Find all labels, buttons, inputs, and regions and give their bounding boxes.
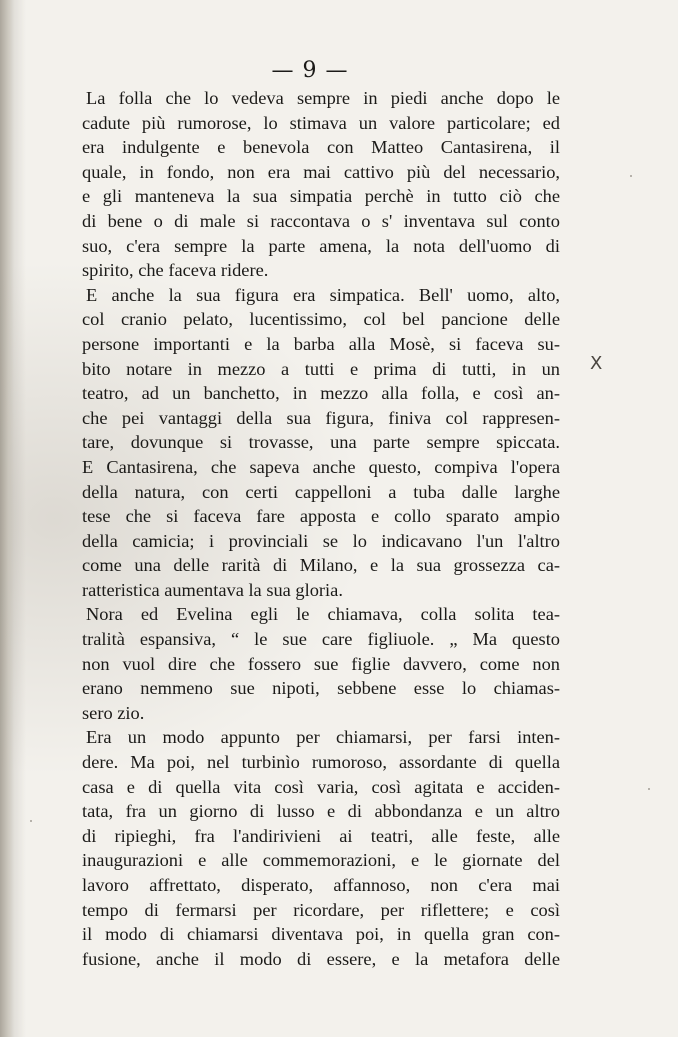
text-line: cadute più rumorose, lo stimava un valore particolare; ed (82, 112, 560, 133)
text-line: casa e di quella vita così varia, così agitata e acciden- (82, 776, 560, 797)
text-line: col cranio pelato, lucentissimo, col bel pancione delle (82, 309, 560, 330)
text-line: di ripieghi, fra l'andirivieni ai teatri, alle feste, alle (82, 825, 560, 846)
text-line: tese che si faceva fare apposta e collo sparato ampio (82, 506, 560, 527)
text-line: erano nemmeno sue nipoti, sebbene esse lo chiamas- (82, 678, 560, 699)
text-line: bito notare in mezzo a tutti e prima di tutti, in un (82, 358, 560, 379)
text-line: della camicia; i provinciali se lo indicavano l'un l'altro (82, 530, 560, 551)
text-line: fusione, anche il modo di essere, e la metafora delle (82, 948, 560, 969)
text-line: inaugurazioni e alle commemorazioni, e le giornate del (82, 850, 560, 871)
paper-speck (630, 175, 632, 177)
text-line: e gli manteneva la sua simpatia perchè in tutto ciò che (82, 186, 560, 207)
body-text (82, 86, 560, 971)
text-line: della natura, con certi cappelloni a tuba dalle larghe (82, 481, 560, 502)
text-line: E anche la sua figura era simpatica. Bell' uomo, alto, (86, 284, 560, 305)
text-line: persone importanti e la barba alla Mosè, si faceva su- (82, 333, 560, 354)
paper-speck (648, 788, 650, 790)
text-line: era indulgente e benevola con Matteo Cantasirena, il (82, 137, 560, 158)
page-number: — 9 — (271, 58, 349, 83)
margin-mark: X (590, 353, 603, 374)
text-line: Era un modo appunto per chiamarsi, per farsi inten- (86, 727, 560, 748)
text-line: E Cantasirena, che sapeva anche questo, compiva l'opera (82, 456, 560, 477)
text-line: che pei vantaggi della sua figura, finiva col rappresen- (82, 407, 560, 428)
text-line: La folla che lo vedeva sempre in piedi anche dopo le (86, 88, 560, 108)
text-line: teatro, ad un banchetto, in mezzo alla folla, e così an- (82, 383, 560, 404)
text-line: tare, dovunque si trovasse, una parte sempre spiccata. (82, 432, 560, 453)
text-line: tempo di fermarsi per ricordare, per riflettere; e così (82, 899, 560, 920)
text-line: ratteristica aumentava la sua gloria. (82, 579, 343, 600)
text-line: di bene o di male si raccontava o s' inventava sul conto (82, 210, 560, 231)
text-line: tata, fra un giorno di lusso e di abbondanza e un altro (82, 801, 560, 822)
text-line: il modo di chiamarsi diventava poi, in quella gran con- (82, 924, 560, 945)
text-line: suo, c'era sempre la parte amena, la nota dell'uomo di (82, 235, 560, 256)
paper-speck (30, 820, 32, 822)
text-line: Nora ed Evelina egli le chiamava, colla solita tea- (86, 604, 560, 625)
text-line: non vuol dire che fossero sue figlie davvero, come non (82, 653, 560, 674)
text-line: lavoro affrettato, disperato, affannoso, non c'era mai (82, 875, 560, 895)
text-line: spirito, che faceva ridere. (82, 260, 269, 281)
text-line: sero zio. (82, 702, 145, 723)
text-line: tralità espansiva, “ le sue care figliuole. „ Ma questo (82, 629, 560, 650)
page-spine-shadow (0, 0, 14, 1037)
text-line: come una delle rarità di Milano, e la sua grossezza ca- (82, 555, 560, 576)
text-line: quale, in fondo, non era mai cattivo più del necessario, (82, 161, 560, 182)
text-line: dere. Ma poi, nel turbinìo rumoroso, assordante di quella (82, 752, 560, 773)
